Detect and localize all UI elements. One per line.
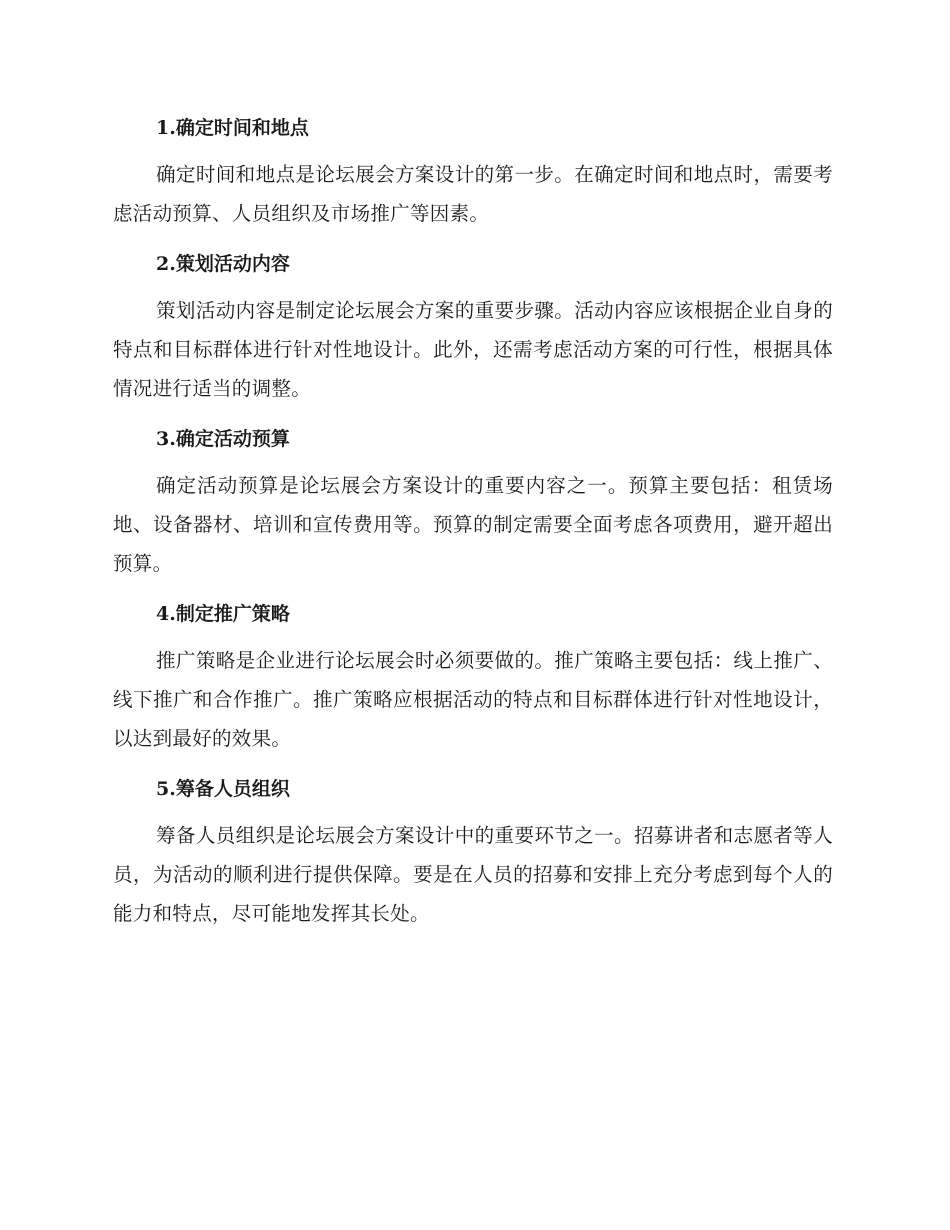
section-heading: 2.策划活动内容 [156, 253, 290, 275]
section-paragraph: 确定活动预算是论坛展会方案设计的重要内容之一。预算主要包括：租赁场地、设备器材、培训和宣传费用等。预算的制定需要全面考虑各项费用，避开超出预算。 [113, 474, 833, 575]
section-2 [113, 244, 833, 408]
section-paragraph: 确定时间和地点是论坛展会方案设计的第一步。在确定时间和地点时，需要考虑活动预算、人员组织及市场推广等因素。 [113, 163, 833, 225]
section-heading: 3.确定活动预算 [156, 428, 290, 450]
section-1 [113, 108, 833, 233]
section-3 [113, 419, 833, 583]
document-body [113, 108, 833, 944]
section-heading: 5.筹备人员组织 [156, 778, 290, 800]
section-4 [113, 594, 833, 758]
section-paragraph: 推广策略是企业进行论坛展会时必须要做的。推广策略主要包括：线上推广、线下推广和合作推广。推广策略应根据活动的特点和目标群体进行针对性地设计，以达到最好的效果。 [113, 649, 833, 750]
section-paragraph: 筹备人员组织是论坛展会方案设计中的重要环节之一。招募讲者和志愿者等人员，为活动的顺利进行提供保障。要是在人员的招募和安排上充分考虑到每个人的能力和特点，尽可能地发挥其长处。 [113, 824, 833, 925]
section-paragraph: 策划活动内容是制定论坛展会方案的重要步骤。活动内容应该根据企业自身的特点和目标群体进行针对性地设计。此外，还需考虑活动方案的可行性，根据具体情况进行适当的调整。 [113, 299, 833, 400]
section-heading: 4.制定推广策略 [156, 603, 290, 625]
section-heading: 1.确定时间和地点 [156, 117, 309, 139]
section-5 [113, 769, 833, 933]
